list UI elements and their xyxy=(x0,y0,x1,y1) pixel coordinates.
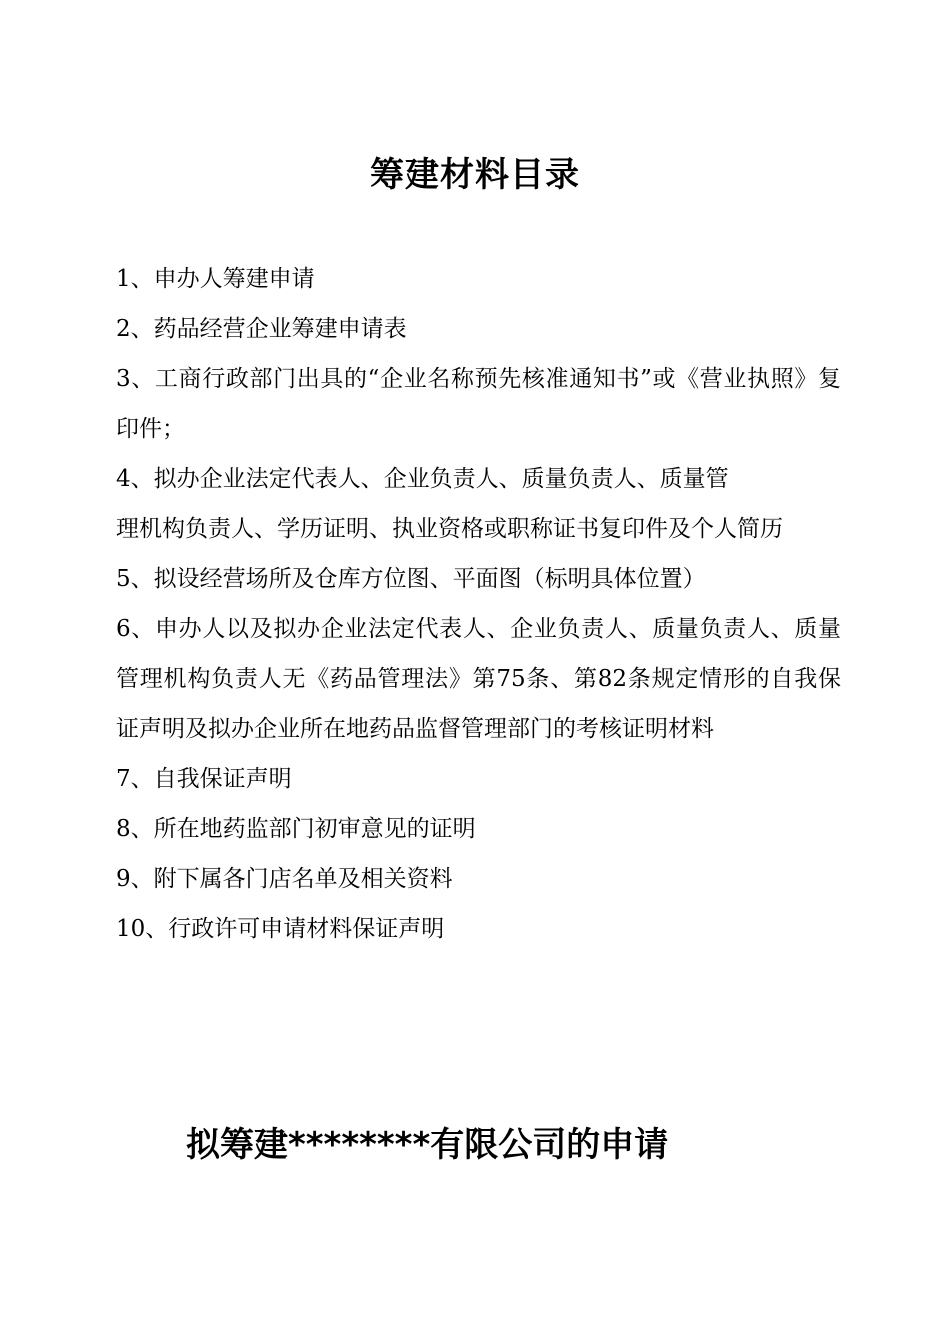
list-item: 5、拟设经营场所及仓库方位图、平面图（标明具体位置） xyxy=(116,566,706,592)
list-item: 10、行政许可申请材料保证声明 xyxy=(116,916,445,942)
list-item: 6、申办人以及拟办企业法定代表人、企业负责人、质量负责人、质量管理机构负责人无《药品管理法》第75条、第82条规定情形的自我保证声明及拟办企业所在地药品监督管理部门的考核证明材料 xyxy=(116,616,841,742)
list-item: 1、申办人筹建申请 xyxy=(116,266,315,292)
list-item: 7、自我保证声明 xyxy=(116,766,292,792)
list-item-line: 理机构负责人、学历证明、执业资格或职称证书复印件及个人简历 xyxy=(116,516,783,542)
list-item: 9、附下属各门店名单及相关资料 xyxy=(116,866,453,892)
list-item-line: 4、拟办企业法定代表人、企业负责人、质量负责人、质量管 xyxy=(116,466,729,492)
list-item: 3、工商行政部门出具的“企业名称预先核准通知书”或《营业执照》复印件； xyxy=(116,366,841,442)
materials-list xyxy=(116,254,841,954)
document-title: 筹建材料目录 xyxy=(370,155,580,195)
list-item: 2、药品经营企业筹建申请表 xyxy=(116,316,407,342)
list-item: 8、所在地药监部门初审意见的证明 xyxy=(116,816,476,842)
application-title: 拟筹建********有限公司的申请 xyxy=(186,1125,669,1165)
list-item xyxy=(116,454,841,554)
